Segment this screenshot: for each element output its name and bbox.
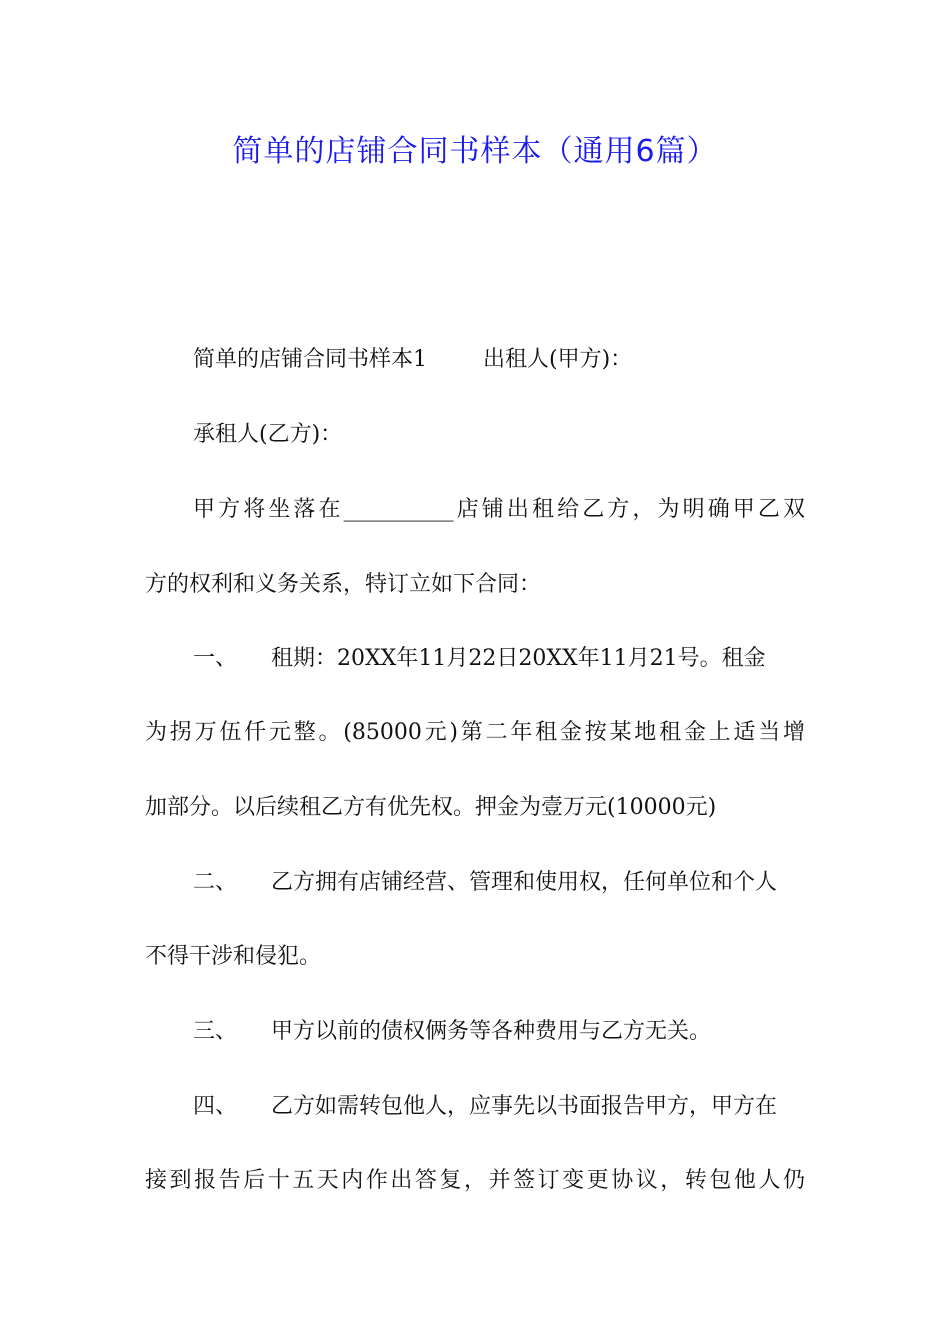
clause-line: 一、 租期：20XX年11月22日20XX年11月21号。租金: [193, 646, 766, 671]
clause-number: 一、: [193, 646, 238, 671]
paragraph-line: 方的权利和义务关系，特订立如下合同：: [145, 572, 542, 597]
paragraph-line: 加部分。以后续租乙方有优先权。押金为壹万元(10000元): [145, 795, 717, 820]
paragraph-line: [193, 344, 632, 376]
clause-number: 二、: [193, 870, 238, 895]
clause-line: 三、 甲方以前的债权俩务等各种费用与乙方无关。: [193, 1019, 712, 1044]
clause-number: 三、: [193, 1019, 238, 1044]
document-title: 简单的店铺合同书样本（通用6篇）: [232, 134, 718, 169]
section-heading: 简单的店铺合同书样本1: [193, 347, 427, 372]
paragraph-line: [193, 419, 342, 451]
paragraph-line: 不得干涉和侵犯。: [145, 944, 322, 969]
clause-number: 四、: [193, 1094, 238, 1119]
paragraph-line: 为拐万伍仟元整。(85000元)第二年租金按某地租金上适当增: [145, 720, 805, 745]
lessor-label: 出租人(甲方)：: [483, 347, 633, 372]
paragraph-line: 接到报告后十五天内作出答复，并签订变更协议，转包他人仍: [145, 1168, 805, 1193]
clause-line: 四、 乙方如需转包他人，应事先以书面报告甲方，甲方在: [193, 1094, 778, 1119]
clause-line: 二、 乙方拥有店铺经营、管理和使用权，任何单位和个人: [193, 870, 778, 895]
lessee-label: 承租人(乙方)：: [193, 422, 343, 447]
paragraph-line: 甲方将坐落在__________店铺出租给乙方，为明确甲乙双: [193, 497, 805, 522]
